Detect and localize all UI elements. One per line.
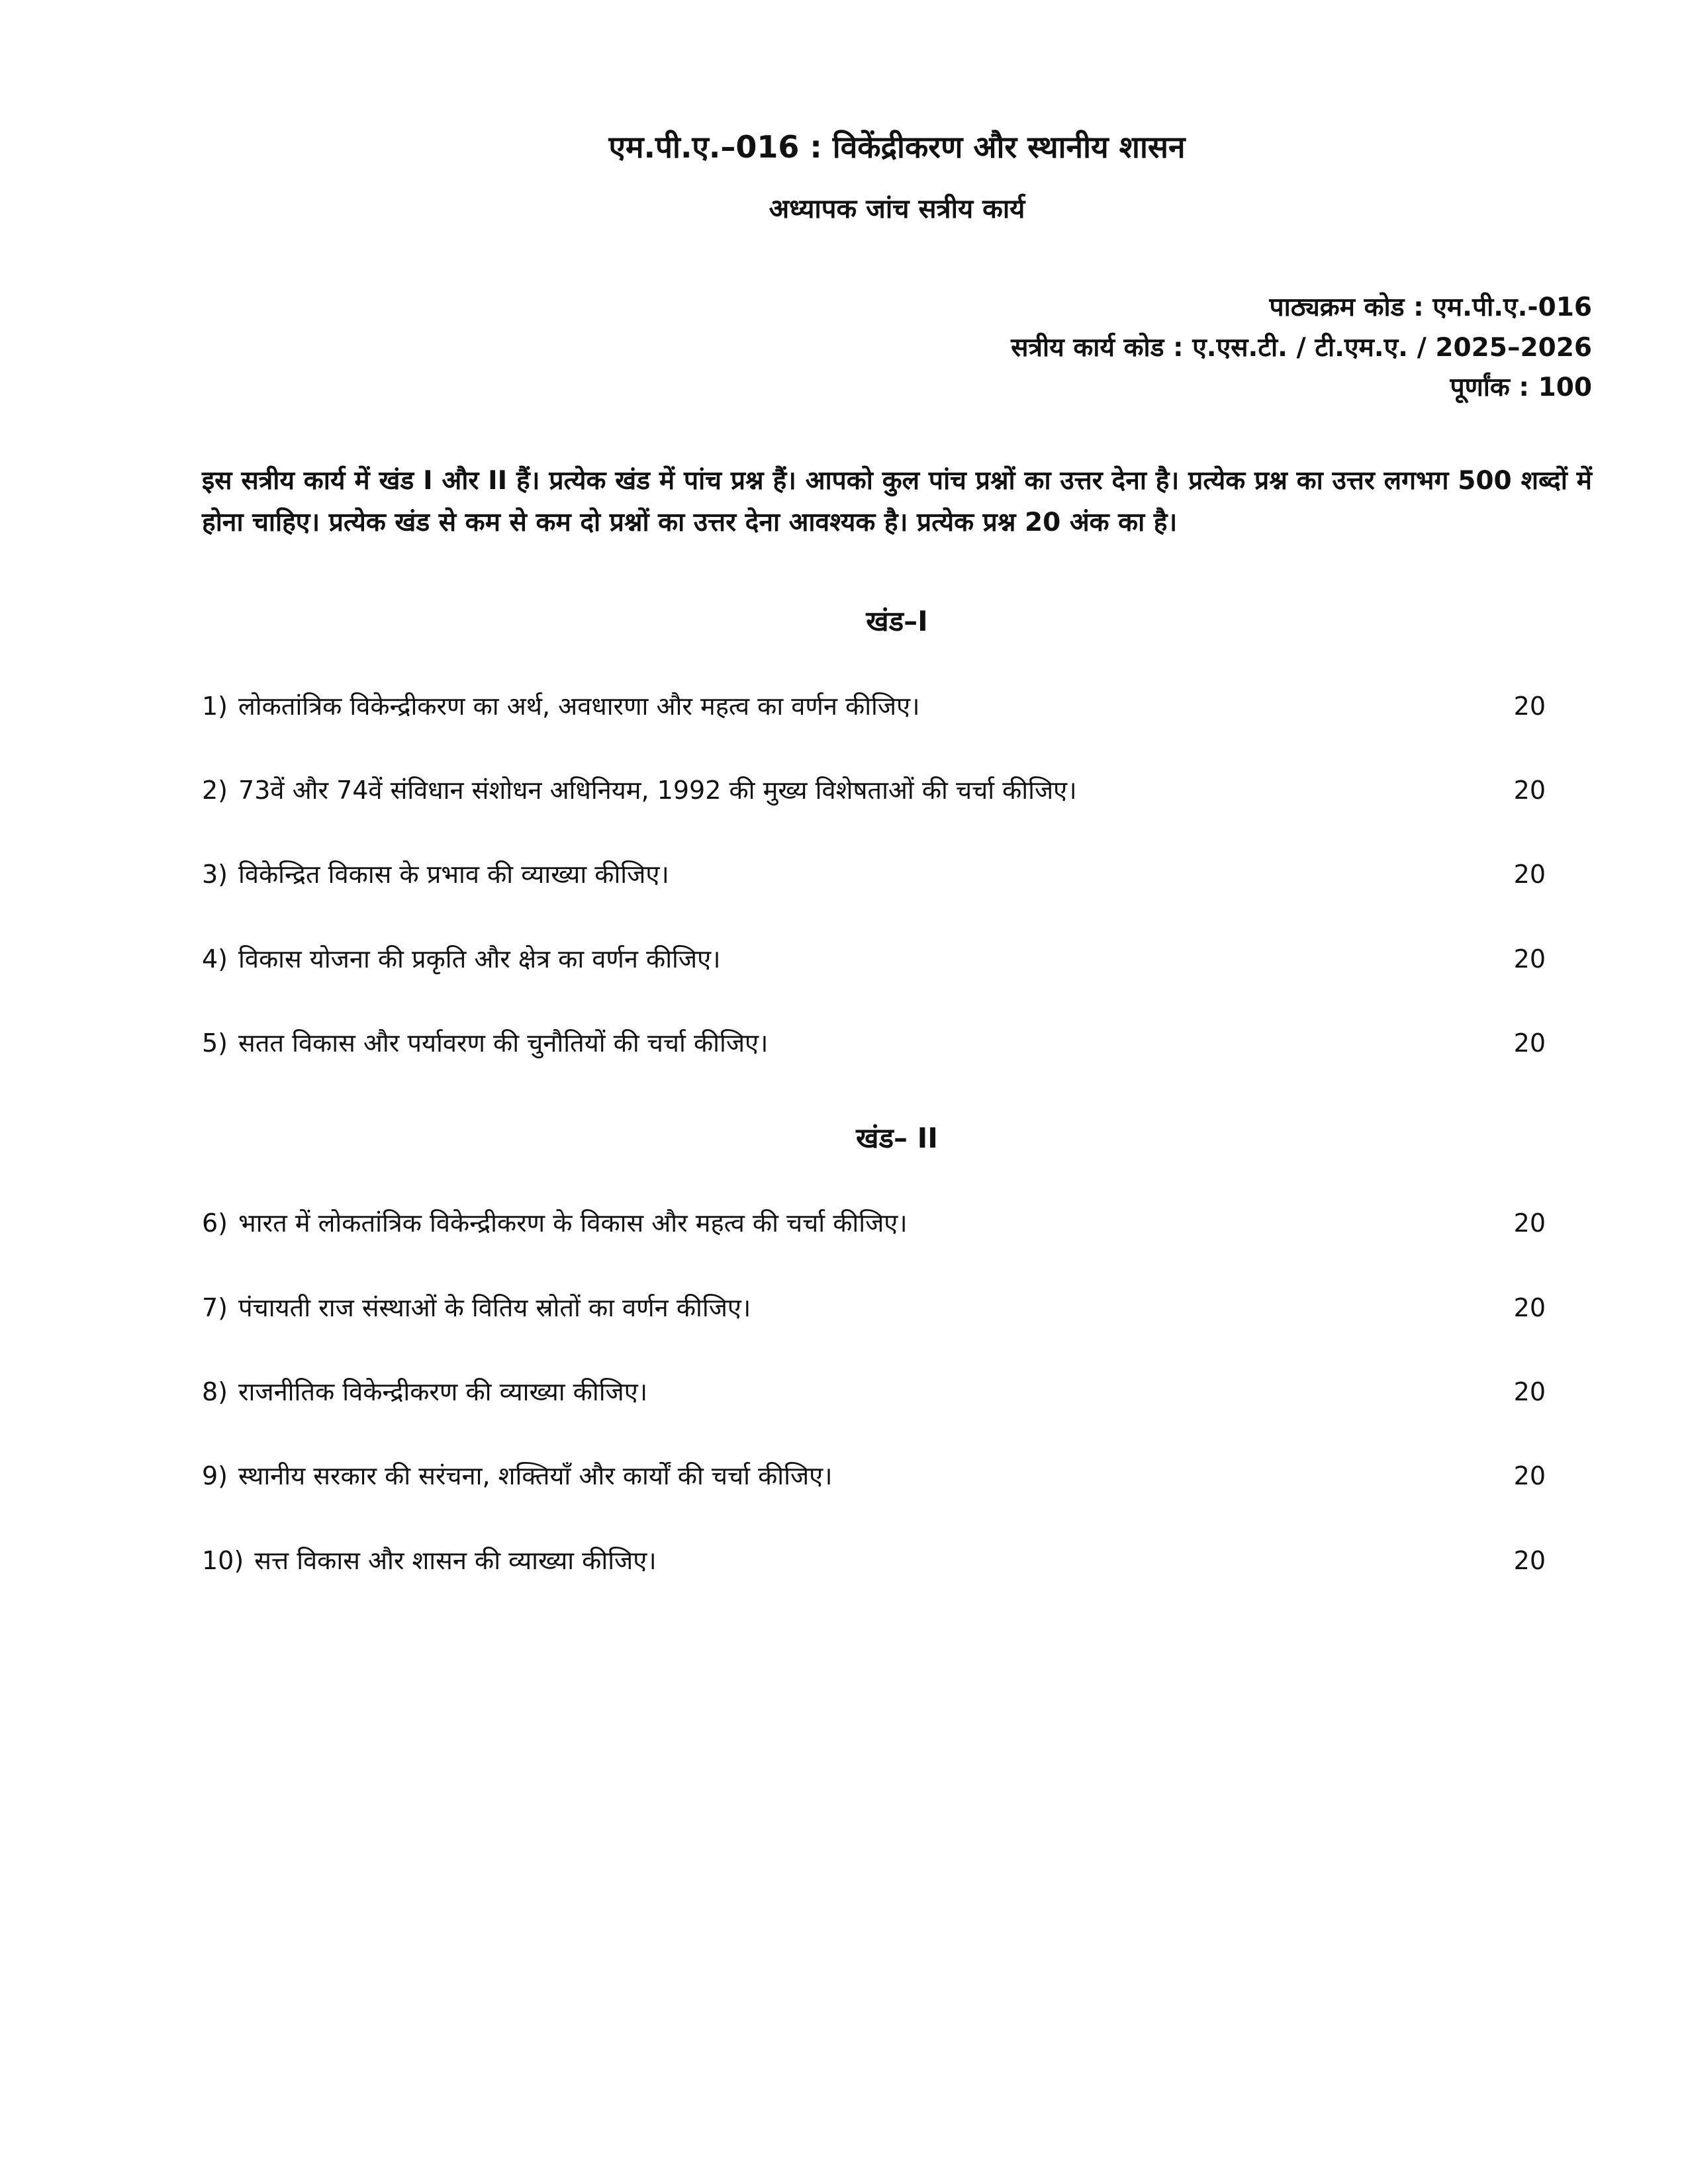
question-text: भारत में लोकतांत्रिक विकेन्द्रीकरण के विकास और महत्व की चर्चा कीजिए। [238,1208,908,1238]
question-number: 7) [202,1293,228,1322]
question-number: 4) [202,944,228,974]
question-number: 1) [202,691,228,721]
meta-block [202,288,1592,408]
question-row [202,1375,1592,1409]
question-marks: 20 [1513,1377,1546,1406]
page-title: एम.पी.ए.–016 : विकेंद्रीकरण और स्थानीय शासन [608,129,1186,165]
section-2-heading: खंड– II [856,1122,938,1155]
question-marks: 20 [1513,944,1546,974]
assignment-code: सत्रीय कार्य कोड : ए.एस.टी. / टी.एम.ए. / 2025–2026 [1011,332,1592,363]
question-number: 8) [202,1377,228,1406]
question-marks: 20 [1513,1293,1546,1322]
max-marks: पूर्णांक : 100 [1450,373,1592,403]
question-number: 3) [202,860,228,889]
question-text: स्थानीय सरकार की सरंचना, शक्तियाँ और कार्यों की चर्चा कीजिए। [238,1461,833,1491]
question-number: 5) [202,1028,228,1058]
page-subtitle: अध्यापक जांच सत्रीय कार्य [769,194,1025,225]
question-text: 73वें और 74वें संविधान संशोधन अधिनियम, 1992 की मुख्य विशेषताओं की चर्चा कीजिए। [238,776,1077,805]
section-1-heading: खंड–I [866,604,928,637]
question-text: राजनीतिक विकेन्द्रीकरण की व्याख्या कीजिए। [238,1377,648,1406]
instructions-paragraph: इस सत्रीय कार्य में खंड I और II हैं। प्रत्येक खंड में पांच प्रश्न हैं। आपको कुल पांच प्रश्नों का उत्तर देना है। प्रत्येक प्रश्न का उत्तर लगभग 500 शब्दों में होना चाहिए। प्रत्येक खंड से कम से कम दो प्रश्नों का उत्तर देना आवश्यक है। प्रत्येक प्रश्न 20 अंक का है। [202,465,1592,537]
question-number: 10) [202,1545,244,1575]
question-text: सतत विकास और पर्यावरण की चुनौतियों की चर्चा कीजिए। [238,1028,769,1058]
question-row [202,1544,1592,1578]
question-text: लोकतांत्रिक विकेन्द्रीकरण का अर्थ, अवधारणा और महत्व का वर्णन कीजिए। [238,691,920,721]
question-row [202,1206,1592,1240]
question-marks: 20 [1513,860,1546,889]
question-text: पंचायती राज संस्थाओं के वितिय स्रोतों का वर्णन कीजिए। [238,1293,751,1322]
question-marks: 20 [1513,691,1546,721]
question-row [202,942,1592,976]
question-text: विकास योजना की प्रकृति और क्षेत्र का वर्णन कीजिए। [238,944,721,974]
question-row [202,858,1592,891]
question-number: 9) [202,1461,228,1491]
question-marks: 20 [1513,776,1546,805]
question-text: सत्त विकास और शासन की व्याख्या कीजिए। [254,1545,657,1575]
question-marks: 20 [1513,1028,1546,1058]
document-content [202,129,1592,1578]
question-row [202,690,1592,723]
question-number: 6) [202,1208,228,1238]
question-marks: 20 [1513,1461,1546,1491]
question-row [202,1459,1592,1493]
question-text: विकेन्द्रित विकास के प्रभाव की व्याख्या कीजिए। [238,860,669,889]
question-marks: 20 [1513,1208,1546,1238]
question-row [202,774,1592,807]
question-marks: 20 [1513,1545,1546,1575]
question-row [202,1291,1592,1325]
course-code: पाठ्यक्रम कोड : एम.पी.ए.-016 [1269,293,1592,323]
question-number: 2) [202,776,228,805]
question-row [202,1026,1592,1060]
